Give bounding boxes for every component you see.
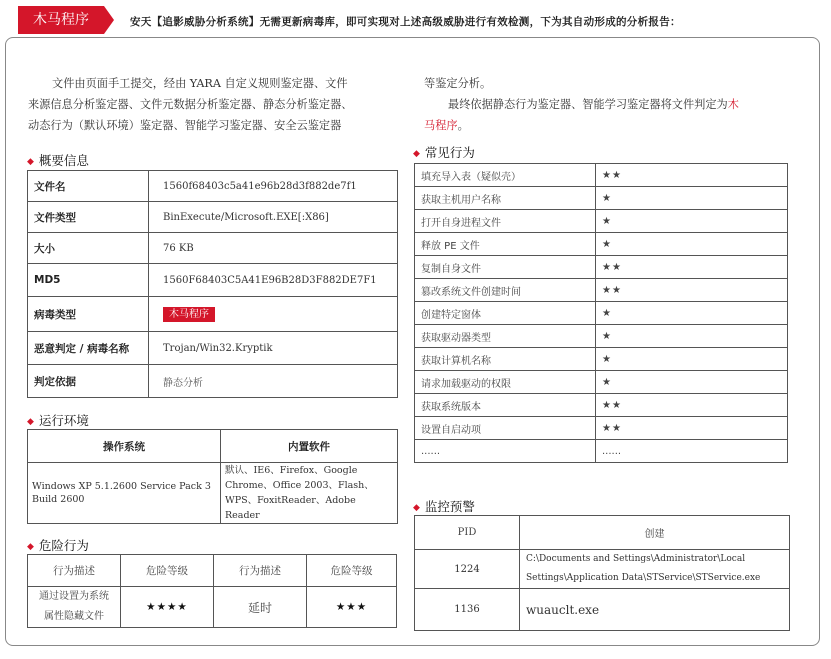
virus-type-badge: 木马程序: [163, 307, 215, 322]
table-row: [415, 325, 788, 348]
table-row: [415, 210, 788, 233]
monitor-heading-label: 监控预警: [424, 499, 475, 514]
table-row: [28, 233, 398, 264]
common-desc: 请求加载驱动的权限: [415, 371, 596, 394]
env-col-software: 内置软件: [221, 430, 398, 463]
table-row: [415, 256, 788, 279]
table-row: [415, 589, 790, 631]
common-desc: 打开自身进程文件: [415, 210, 596, 233]
table-row: [415, 417, 788, 440]
table-row: [28, 171, 398, 202]
key-size: 大小: [28, 233, 149, 264]
danger-row2-desc: 延时: [214, 587, 307, 628]
section-title-tab: 木马程序: [18, 6, 104, 34]
software-line-2: Chrome、Office 2003、Flash、: [225, 480, 374, 491]
danger-heading: [27, 536, 89, 554]
overview-table: [27, 170, 398, 398]
bullet-diamond-icon: ◆: [413, 503, 420, 513]
common-table: [414, 163, 788, 463]
common-desc: 复制自身文件: [415, 256, 596, 279]
danger-col-level-2: 危险等级: [307, 555, 397, 587]
env-table: [27, 429, 398, 524]
key-md5: MD5: [28, 264, 149, 297]
danger-row1-level: ★★★★: [121, 587, 214, 628]
monitor-row2-pid: 1136: [415, 589, 520, 631]
monitor-row1-pid: 1224: [415, 550, 520, 589]
common-level: ★: [596, 210, 788, 233]
software-line-1: 默认、IE6、Firefox、Google: [225, 465, 358, 476]
monitor-col-create: 创建: [520, 516, 790, 550]
bullet-diamond-icon: ◆: [27, 157, 34, 167]
monitor-row1-create: [520, 550, 790, 589]
intro-line-1: 文件由页面手工提交，经由 YARA 自定义规则鉴定器、文件: [52, 77, 348, 90]
common-level: ★★: [596, 394, 788, 417]
bullet-diamond-icon: ◆: [27, 417, 34, 427]
key-verdict-name: 恶意判定 / 病毒名称: [28, 332, 149, 365]
env-heading: [27, 411, 89, 429]
common-desc: 创建特定窗体: [415, 302, 596, 325]
verdict-line-2: [424, 115, 802, 136]
common-desc: 填充导入表（疑似壳）: [415, 164, 596, 187]
key-filetype: 文件类型: [28, 202, 149, 233]
danger-row1-desc-line-2: 属性隐藏文件: [44, 611, 104, 622]
common-level: ★: [596, 371, 788, 394]
verdict-part-1: 木: [727, 98, 739, 111]
danger-col-desc-2: 行为描述: [214, 555, 307, 587]
table-row: [415, 302, 788, 325]
table-row: [415, 394, 788, 417]
common-level: ......: [596, 440, 788, 463]
table-row: [415, 440, 788, 463]
monitor-heading: [413, 497, 475, 515]
env-software-value: [221, 463, 398, 524]
common-desc: 设置自启动项: [415, 417, 596, 440]
common-level: ★★: [596, 256, 788, 279]
table-row: [415, 233, 788, 256]
value-basis: 静态分析: [149, 365, 398, 398]
common-heading-label: 常见行为: [424, 145, 475, 160]
value-filename: 1560f68403c5a41e96b28d3f882de7f1: [149, 171, 398, 202]
value-virus-type: [149, 297, 398, 332]
header-description: 安天【追影威胁分析系统】无需更新病毒库，即可实现对上述高级威胁进行有效检测，下为其自动形成的分析报告：: [130, 16, 681, 28]
danger-row1-desc: [28, 587, 121, 628]
common-desc: 获取系统版本: [415, 394, 596, 417]
common-level: ★: [596, 233, 788, 256]
table-row: [415, 516, 790, 550]
common-desc: ......: [415, 440, 596, 463]
overview-heading-label: 概要信息: [38, 153, 89, 168]
table-row: [28, 365, 398, 398]
table-row: [28, 202, 398, 233]
common-desc: 获取主机用户名称: [415, 187, 596, 210]
value-verdict-name: Trojan/Win32.Kryptik: [149, 332, 398, 365]
danger-heading-label: 危险行为: [38, 538, 89, 553]
intro-line-4: 等鉴定分析。: [424, 77, 492, 90]
software-line-3: WPS、FoxitReader、Adobe Reader: [225, 495, 356, 521]
table-row: [415, 279, 788, 302]
intro-line-3: 动态行为（默认环境）鉴定器、智能学习鉴定器、安全云鉴定器: [28, 119, 342, 132]
verdict-part-2: 马程序: [424, 119, 458, 132]
monitor-table: [414, 515, 790, 631]
overview-heading: [27, 151, 89, 169]
verdict-period: 。: [457, 119, 469, 132]
env-col-os: 操作系统: [28, 430, 221, 463]
danger-table: [27, 554, 397, 628]
monitor-row1-path-line-1: C:\Documents and Settings\Administrator\Local: [526, 554, 746, 564]
table-row: [28, 430, 398, 463]
common-desc: 获取驱动器类型: [415, 325, 596, 348]
table-row: [415, 164, 788, 187]
table-row: [28, 463, 398, 524]
common-level: ★★: [596, 164, 788, 187]
monitor-row1-path-line-2: Settings\Application Data\STService\STService.exe: [526, 573, 761, 583]
intro-line-2: 来源信息分析鉴定器、文件元数据分析鉴定器、静态分析鉴定器、: [28, 98, 353, 111]
common-level: ★: [596, 187, 788, 210]
key-filename: 文件名: [28, 171, 149, 202]
common-level: ★: [596, 302, 788, 325]
table-row: [28, 264, 398, 297]
table-row: [28, 555, 397, 587]
danger-col-desc-1: 行为描述: [28, 555, 121, 587]
verdict-prefix: 最终依据静态行为鉴定器、智能学习鉴定器将文件判定为: [448, 98, 728, 111]
common-level: ★: [596, 348, 788, 371]
key-virus-type: 病毒类型: [28, 297, 149, 332]
table-row: [415, 348, 788, 371]
table-row: [415, 550, 790, 589]
danger-col-level-1: 危险等级: [121, 555, 214, 587]
table-row: [28, 297, 398, 332]
common-level: ★★: [596, 279, 788, 302]
key-basis: 判定依据: [28, 365, 149, 398]
table-row: [415, 371, 788, 394]
bullet-diamond-icon: ◆: [413, 149, 420, 159]
table-row: [28, 332, 398, 365]
common-desc: 获取计算机名称: [415, 348, 596, 371]
value-size: 76 KB: [149, 233, 398, 264]
common-level: ★: [596, 325, 788, 348]
intro-paragraph-cont: [424, 73, 802, 136]
monitor-row2-create: wuauclt.exe: [520, 589, 790, 631]
value-filetype: BinExecute/Microsoft.EXE[:X86]: [149, 202, 398, 233]
env-heading-label: 运行环境: [38, 413, 89, 428]
verdict-line: [424, 94, 802, 115]
bullet-diamond-icon: ◆: [27, 542, 34, 552]
common-desc: 篡改系统文件创建时间: [415, 279, 596, 302]
table-row: [28, 587, 397, 628]
env-os-value: Windows XP 5.1.2600 Service Pack 3 Build 2600: [28, 463, 221, 524]
danger-row1-desc-line-1: 通过设置为系统: [39, 591, 109, 602]
table-row: [415, 187, 788, 210]
common-heading: [413, 143, 475, 161]
value-md5: 1560F68403C5A41E96B28D3F882DE7F1: [149, 264, 398, 297]
common-desc: 释放 PE 文件: [415, 233, 596, 256]
intro-paragraph: [28, 73, 406, 136]
danger-row2-level: ★★★: [307, 587, 397, 628]
monitor-col-pid: PID: [415, 516, 520, 550]
common-level: ★★: [596, 417, 788, 440]
